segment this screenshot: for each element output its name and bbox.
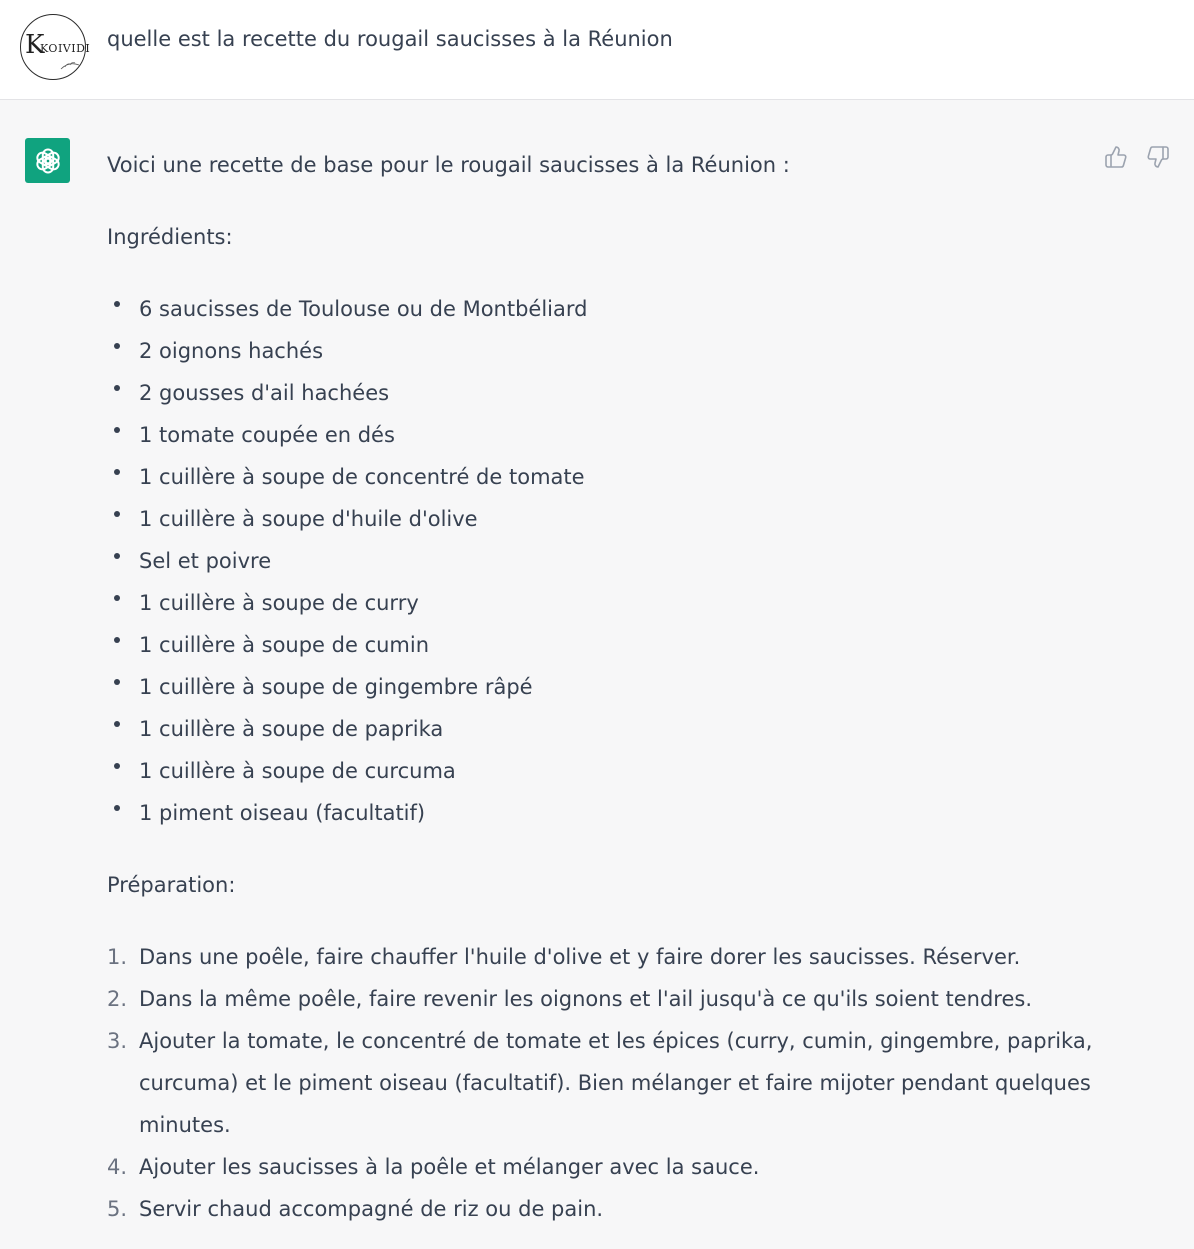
step-text: Servir chaud accompagné de riz ou de pain. bbox=[139, 1197, 604, 1221]
ingredient-text: 1 cuillère à soupe de curcuma bbox=[139, 759, 456, 783]
ingredient-item bbox=[107, 582, 1107, 624]
bullet-icon bbox=[114, 469, 120, 475]
avatar-logo-k: K bbox=[25, 30, 45, 60]
ingredient-text: 1 cuillère à soupe de concentré de tomate bbox=[139, 465, 585, 489]
ingredient-item bbox=[107, 330, 1107, 372]
thumbs-down-button[interactable] bbox=[1145, 144, 1171, 170]
ingredient-item bbox=[107, 414, 1107, 456]
ingredient-item bbox=[107, 708, 1107, 750]
ingredient-item bbox=[107, 666, 1107, 708]
assistant-message-content bbox=[107, 144, 1107, 1230]
ingredient-text: 1 cuillère à soupe de curry bbox=[139, 591, 419, 615]
ingredient-item bbox=[107, 624, 1107, 666]
step-number: 3. bbox=[107, 1029, 128, 1053]
bullet-icon bbox=[114, 805, 120, 811]
step-text: Ajouter la tomate, le concentré de tomate et les épices (curry, cumin, gingembre, paprika, curcuma) et le piment oiseau (facultatif). Bien mélanger et faire mijoter pendant quelques minutes. bbox=[139, 1029, 1093, 1137]
user-message-row bbox=[0, 0, 1194, 100]
thumbs-down-icon bbox=[1146, 145, 1170, 169]
step-text: Dans une poêle, faire chauffer l'huile d'olive et y faire dorer les saucisses. Réserver. bbox=[139, 945, 1021, 969]
bullet-icon bbox=[114, 301, 120, 307]
ingredient-item bbox=[107, 498, 1107, 540]
ingredients-list bbox=[107, 288, 1107, 834]
bullet-icon bbox=[114, 763, 120, 769]
step-text: Dans la même poêle, faire revenir les oignons et l'ail jusqu'à ce qu'ils soient tendres. bbox=[139, 987, 1032, 1011]
ingredient-text: 1 cuillère à soupe de paprika bbox=[139, 717, 444, 741]
avatar-logo-text: KOIVIDI bbox=[40, 42, 91, 55]
ingredient-item bbox=[107, 372, 1107, 414]
step-number: 2. bbox=[107, 987, 128, 1011]
ingredient-item bbox=[107, 792, 1107, 834]
user-message-text: quelle est la recette du rougail saucisses à la Réunion bbox=[107, 27, 673, 51]
bullet-icon bbox=[114, 679, 120, 685]
bullet-icon bbox=[114, 637, 120, 643]
step-number: 1. bbox=[107, 945, 128, 969]
bullet-icon bbox=[114, 343, 120, 349]
bullet-icon bbox=[114, 427, 120, 433]
step-text: Ajouter les saucisses à la poêle et mélanger avec la sauce. bbox=[139, 1155, 760, 1179]
steps-list bbox=[107, 936, 1107, 1230]
ingredient-item bbox=[107, 750, 1107, 792]
ingredient-text: 2 gousses d'ail hachées bbox=[139, 381, 390, 405]
ingredient-text: 2 oignons hachés bbox=[139, 339, 324, 363]
bullet-icon bbox=[114, 595, 120, 601]
ingredient-text: 1 cuillère à soupe d'huile d'olive bbox=[139, 507, 478, 531]
step-item bbox=[107, 978, 1107, 1020]
ingredient-item bbox=[107, 288, 1107, 330]
openai-logo-icon bbox=[25, 138, 70, 183]
user-avatar bbox=[20, 14, 91, 80]
ingredient-text: 1 cuillère à soupe de cumin bbox=[139, 633, 430, 657]
thumbs-up-icon bbox=[1104, 145, 1128, 169]
step-item bbox=[107, 1146, 1107, 1188]
ingredient-item bbox=[107, 456, 1107, 498]
ingredient-text: 6 saucisses de Toulouse ou de Montbéliard bbox=[139, 297, 588, 321]
assistant-message-row bbox=[0, 100, 1194, 1249]
step-number: 5. bbox=[107, 1197, 128, 1221]
ingredient-item bbox=[107, 540, 1107, 582]
ingredient-text: 1 piment oiseau (facultatif) bbox=[139, 801, 426, 825]
step-item bbox=[107, 1020, 1107, 1146]
bullet-icon bbox=[114, 721, 120, 727]
bullet-icon bbox=[114, 385, 120, 391]
ingredients-heading: Ingrédients: bbox=[107, 225, 233, 249]
step-item bbox=[107, 936, 1107, 978]
step-number: 4. bbox=[107, 1155, 128, 1179]
bullet-icon bbox=[114, 511, 120, 517]
bullet-icon bbox=[114, 553, 120, 559]
ingredient-text: 1 cuillère à soupe de gingembre râpé bbox=[139, 675, 533, 699]
ingredient-text: Sel et poivre bbox=[139, 549, 272, 573]
step-item bbox=[107, 1188, 1107, 1230]
preparation-heading: Préparation: bbox=[107, 873, 236, 897]
ingredient-text: 1 tomate coupée en dés bbox=[139, 423, 395, 447]
intro-text: Voici une recette de base pour le rougail saucisses à la Réunion : bbox=[107, 153, 790, 177]
